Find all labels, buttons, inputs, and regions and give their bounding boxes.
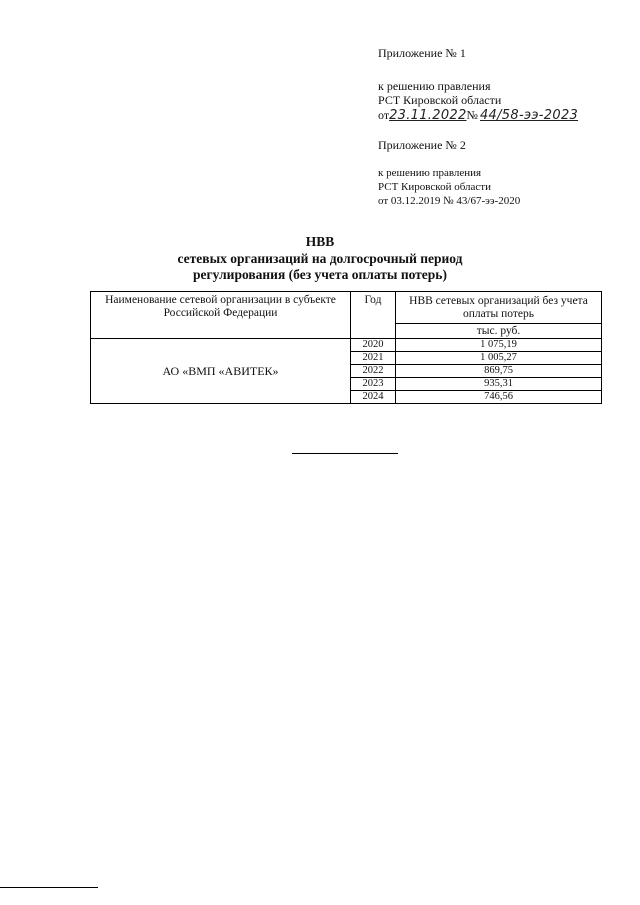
appendix2-line3: от 03.12.2019 № 43/67-ээ-2020 xyxy=(378,195,521,207)
handwritten-number: 44/58-ээ-2023 xyxy=(479,108,579,123)
header-organization: Наименование сетевой организации в субъекте Российской Федерации xyxy=(91,292,351,339)
year-cell: 2023 xyxy=(351,378,396,391)
appendix2-line2: РСТ Кировской области xyxy=(378,181,491,193)
appendix2-label: Приложение № 2 xyxy=(378,138,466,152)
year-cell: 2020 xyxy=(351,339,396,352)
header-year: Год xyxy=(351,292,396,339)
header-nvv: НВВ сетевых организаций без учета оплаты потерь xyxy=(396,292,602,324)
appendix1-line2: РСТ Кировской области xyxy=(378,93,502,107)
doc-subtitle-1: сетевых организаций на долгосрочный период xyxy=(177,251,463,266)
year-cell: 2024 xyxy=(351,391,396,404)
organization-name: АО «ВМП «АВИТЕК» xyxy=(91,339,351,404)
appendix1-num-sign: № xyxy=(466,108,478,122)
value-cell: 1 075,19 xyxy=(396,339,602,352)
value-cell: 935,31 xyxy=(396,378,602,391)
appendix1-label: Приложение № 1 xyxy=(378,46,466,60)
handwritten-date: 23.11.2022 xyxy=(389,108,467,123)
header-unit: тыс. руб. xyxy=(396,324,602,339)
year-cell: 2022 xyxy=(351,365,396,378)
separator-line xyxy=(292,453,398,454)
appendix1-line1: к решению правления xyxy=(378,79,491,93)
appendix2-line1: к решению правления xyxy=(378,167,482,179)
value-cell: 1 005,27 xyxy=(396,352,602,365)
value-cell: 869,75 xyxy=(396,365,602,378)
value-cell: 746,56 xyxy=(396,391,602,404)
footnote-line xyxy=(0,887,98,888)
nvv-table xyxy=(90,291,602,404)
doc-subtitle-2: регулирования (без учета оплаты потерь) xyxy=(193,267,447,282)
year-cell: 2021 xyxy=(351,352,396,365)
doc-title: НВВ xyxy=(305,234,335,249)
appendix1-prefix: от xyxy=(378,108,390,122)
appendix1-date-line xyxy=(378,108,578,123)
